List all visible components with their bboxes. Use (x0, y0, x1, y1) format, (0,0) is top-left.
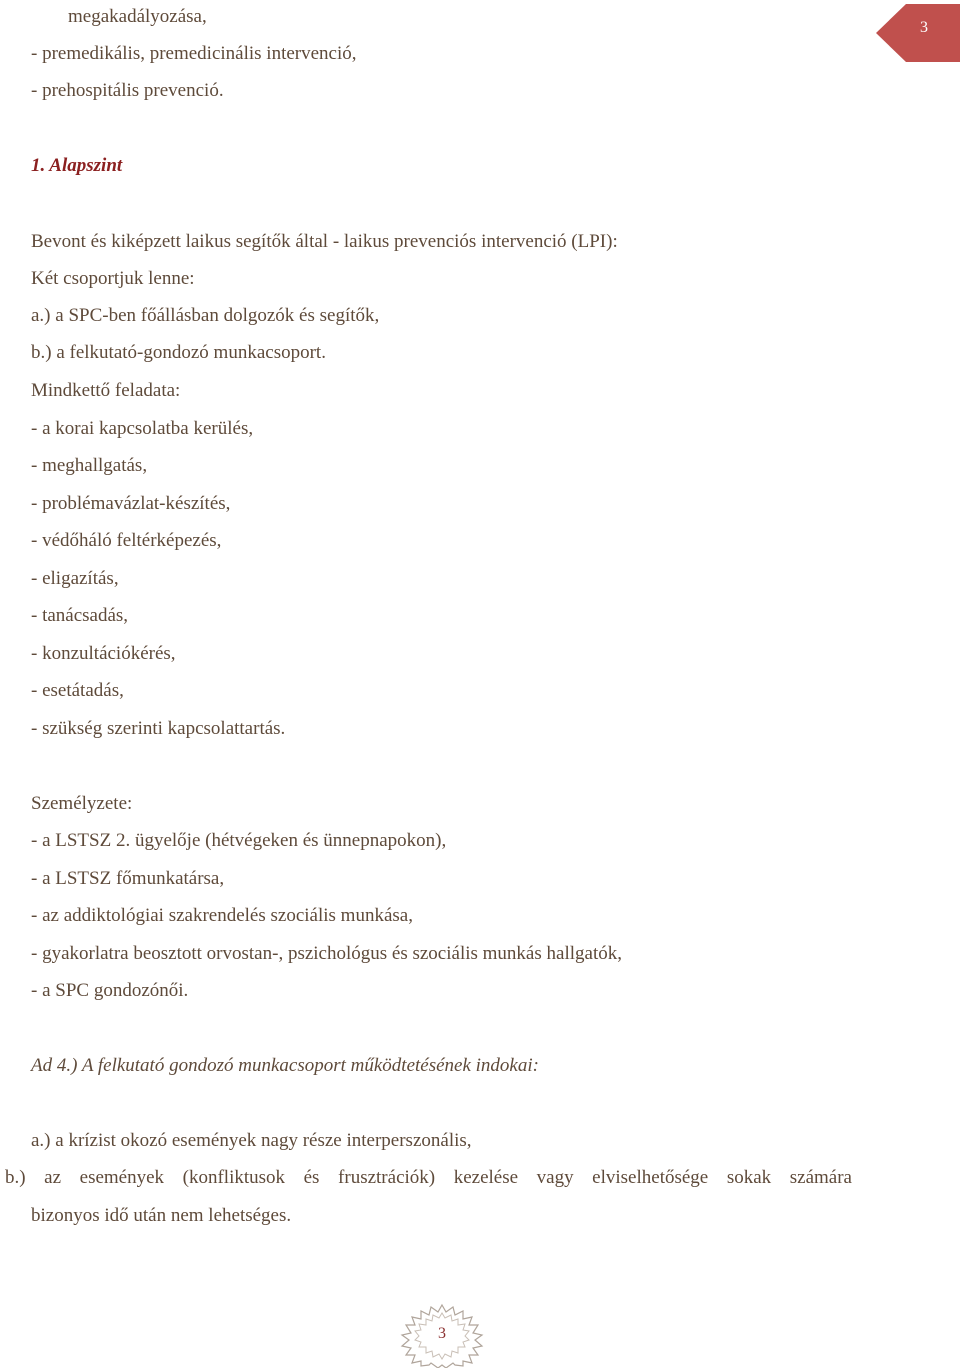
text-line: b.) a felkutató-gondozó munkacsoport. (31, 342, 326, 363)
list-item: - védőháló feltérképezés, (31, 530, 222, 551)
list-item: - a SPC gondozónői. (31, 980, 189, 1001)
list-item: - a LSTSZ 2. ügyelője (hétvégeken és ünnepnapokon), (31, 830, 447, 851)
text-line: Személyzete: (31, 793, 133, 814)
text-line: b.) az események (konfliktusok és frusztrációk) kezelése vagy elviselhetősége sokak számára (5, 1167, 852, 1188)
text-line: Mindkettő feladata: (31, 380, 181, 401)
list-item: - problémavázlat-készítés, (31, 493, 231, 514)
list-item: - tanácsadás, (31, 605, 129, 626)
section-heading: 1. Alapszint (31, 155, 123, 176)
list-item: - gyakorlatra beosztott orvostan-, pszichológus és szociális munkás hallgatók, (31, 943, 622, 964)
page-number-bottom: 3 (438, 1325, 446, 1342)
text-line: a.) a SPC-ben főállásban dolgozók és segítők, (31, 305, 380, 326)
list-item: - premedikális, premedicinális intervenció, (31, 43, 357, 64)
text-line: megakadályozása, (68, 6, 207, 27)
list-item: - az addiktológiai szakrendelés szociális munkása, (31, 905, 413, 926)
text-line: bizonyos idő után nem lehetséges. (31, 1205, 292, 1226)
text-line: a.) a krízist okozó események nagy része interperszonális, (31, 1130, 472, 1151)
list-item: - a LSTSZ főmunkatársa, (31, 868, 225, 889)
subheading: Ad 4.) A felkutató gondozó munkacsoport működtetésének indokai: (31, 1055, 539, 1076)
list-item: - eligazítás, (31, 568, 119, 589)
page-number-top: 3 (920, 19, 928, 36)
list-item: - esetátadás, (31, 680, 124, 701)
text-line: Két csoportjuk lenne: (31, 268, 195, 289)
list-item: - szükség szerinti kapcsolattartás. (31, 718, 286, 739)
list-item: - prehospitális prevenció. (31, 80, 224, 101)
list-item: - meghallgatás, (31, 455, 148, 476)
list-item: - a korai kapcsolatba kerülés, (31, 418, 254, 439)
text-line: Bevont és kiképzett laikus segítők által - laikus prevenciós intervenció (LPI): (31, 231, 618, 252)
list-item: - konzultációkérés, (31, 643, 176, 664)
